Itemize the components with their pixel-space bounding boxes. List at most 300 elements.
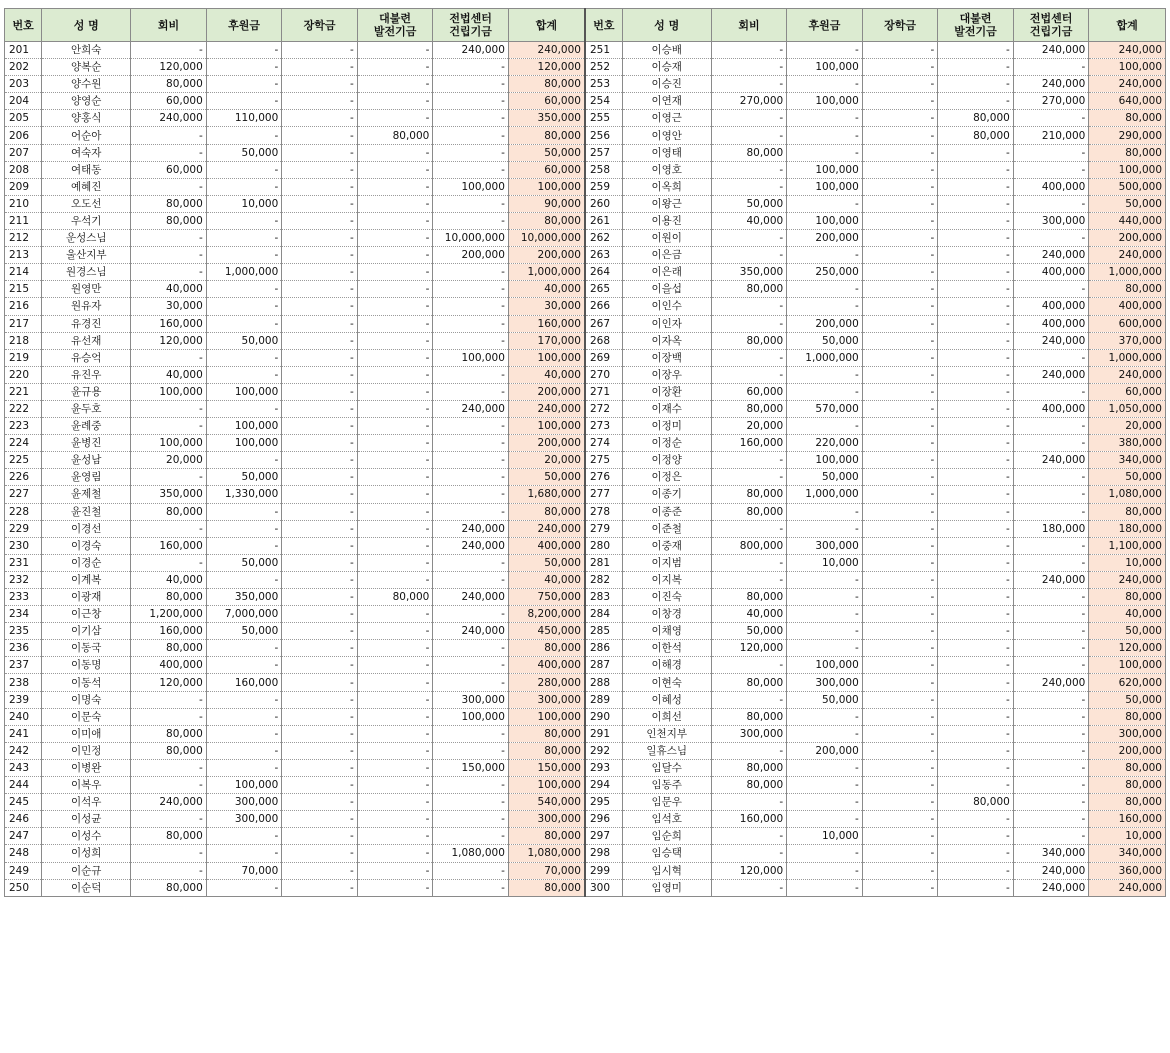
donor-name: 윤병진 [42,435,131,452]
table-row [5,383,1166,400]
dev-fund-cell: - [938,606,1014,623]
donor-name: 임동주 [622,777,711,794]
support-cell: - [787,247,863,264]
row-number: 266 [585,298,622,315]
donor-name: 이현숙 [622,674,711,691]
scholarship-cell: - [282,315,358,332]
support-cell: - [206,127,282,144]
fee-cell: 40,000 [131,281,207,298]
scholarship-cell: - [862,264,938,281]
dev-fund-cell: - [938,281,1014,298]
center-fund-cell: - [433,879,509,896]
donor-name: 원경스님 [42,264,131,281]
total-cell: 200,000 [508,247,585,264]
row-number: 249 [5,862,42,879]
scholarship-cell: - [862,315,938,332]
dev-fund-cell: - [357,486,433,503]
scholarship-cell: - [282,708,358,725]
support-cell: - [206,93,282,110]
dev-fund-cell: - [938,554,1014,571]
total-cell: 200,000 [1089,742,1166,759]
row-number: 282 [585,571,622,588]
scholarship-cell: - [282,845,358,862]
table-row [5,708,1166,725]
donor-name: 양영순 [42,93,131,110]
fee-cell: - [131,520,207,537]
table-row [5,742,1166,759]
center-fund-cell: 240,000 [1013,452,1089,469]
support-cell: - [787,418,863,435]
center-fund-cell: - [433,93,509,110]
center-fund-cell: 340,000 [1013,845,1089,862]
row-number: 285 [585,623,622,640]
scholarship-cell: - [862,520,938,537]
donor-name: 일휴스님 [622,742,711,759]
scholarship-cell: - [862,212,938,229]
fee-cell: - [711,571,787,588]
fee-cell: 20,000 [131,452,207,469]
scholarship-cell: - [282,657,358,674]
total-cell: 1,080,000 [508,845,585,862]
total-cell: 30,000 [508,298,585,315]
fee-cell: - [131,691,207,708]
fee-cell: - [711,657,787,674]
dev-fund-cell: - [938,759,1014,776]
scholarship-cell: - [282,93,358,110]
support-cell: - [206,161,282,178]
total-cell: 290,000 [1089,127,1166,144]
table-row [5,59,1166,76]
scholarship-cell: - [282,623,358,640]
total-cell: 80,000 [508,212,585,229]
scholarship-cell: - [282,674,358,691]
scholarship-cell: - [282,486,358,503]
dev-fund-cell: - [938,59,1014,76]
donor-name: 이한석 [622,640,711,657]
donor-name: 이희선 [622,708,711,725]
row-number: 241 [5,725,42,742]
scholarship-cell: - [862,110,938,127]
scholarship-cell: - [282,503,358,520]
total-cell: 1,100,000 [1089,537,1166,554]
total-cell: 240,000 [508,520,585,537]
center-fund-cell: - [433,828,509,845]
fee-cell: 120,000 [131,332,207,349]
support-cell: 100,000 [787,178,863,195]
scholarship-cell: - [282,811,358,828]
donor-name: 우석기 [42,212,131,229]
donor-name: 이재수 [622,400,711,417]
support-cell: 50,000 [787,332,863,349]
donor-name: 임승택 [622,845,711,862]
center-fund-cell: 240,000 [433,589,509,606]
fee-cell: - [131,42,207,59]
fee-cell: - [711,554,787,571]
table-row [5,520,1166,537]
donor-name: 유선재 [42,332,131,349]
fee-cell: 100,000 [131,383,207,400]
dev-fund-cell: - [938,349,1014,366]
row-number: 217 [5,315,42,332]
center-fund-cell: 240,000 [1013,332,1089,349]
total-cell: 100,000 [508,349,585,366]
row-number: 293 [585,759,622,776]
center-fund-cell: - [1013,349,1089,366]
row-number: 272 [585,400,622,417]
fee-cell: - [711,178,787,195]
fee-cell: 40,000 [131,366,207,383]
row-number: 280 [585,537,622,554]
center-fund-cell: - [433,195,509,212]
donor-name: 운성스님 [42,230,131,247]
center-fund-cell: - [1013,230,1089,247]
total-cell: 1,080,000 [1089,486,1166,503]
center-fund-cell: - [433,332,509,349]
donor-name: 유경진 [42,315,131,332]
donor-name: 유진우 [42,366,131,383]
center-fund-cell: 240,000 [1013,76,1089,93]
dev-fund-cell: - [357,777,433,794]
total-cell: 50,000 [508,144,585,161]
support-cell: 50,000 [787,691,863,708]
dev-fund-cell: - [357,264,433,281]
total-cell: 1,000,000 [1089,264,1166,281]
total-cell: 80,000 [1089,589,1166,606]
row-number: 265 [585,281,622,298]
row-number: 203 [5,76,42,93]
fee-cell: - [131,264,207,281]
donor-name: 이은금 [622,247,711,264]
fee-cell: 120,000 [711,640,787,657]
total-cell: 80,000 [508,640,585,657]
fee-cell: 80,000 [131,640,207,657]
row-number: 238 [5,674,42,691]
center-fund-cell: - [433,554,509,571]
table-row [5,640,1166,657]
fee-cell: 80,000 [131,195,207,212]
row-number: 276 [585,469,622,486]
scholarship-cell: - [862,674,938,691]
row-number: 254 [585,93,622,110]
total-cell: 80,000 [1089,777,1166,794]
fee-header: 회비 [711,9,787,42]
total-cell: 360,000 [1089,862,1166,879]
fee-cell: - [711,59,787,76]
dev-fund-cell: - [938,520,1014,537]
fee-cell: - [131,469,207,486]
fee-cell: - [131,418,207,435]
scholarship-cell: - [862,606,938,623]
total-cell: 400,000 [1089,298,1166,315]
name-header: 성 명 [42,9,131,42]
donor-name: 이순덕 [42,879,131,896]
fee-cell: - [131,144,207,161]
scholarship-cell: - [862,571,938,588]
support-cell: - [787,42,863,59]
donor-name: 이승배 [622,42,711,59]
total-cell: 50,000 [508,554,585,571]
dev-fund-cell: - [357,674,433,691]
scholarship-cell: - [282,777,358,794]
row-number: 228 [5,503,42,520]
fee-cell: - [711,691,787,708]
no-header: 번호 [585,9,622,42]
dev-fund-cell: - [938,452,1014,469]
row-number: 239 [5,691,42,708]
support-cell: 50,000 [206,144,282,161]
fee-cell: 160,000 [131,537,207,554]
donor-name: 이민정 [42,742,131,759]
fee-cell: 350,000 [711,264,787,281]
total-cell: 440,000 [1089,212,1166,229]
row-number: 261 [585,212,622,229]
donor-name: 이근창 [42,606,131,623]
center-fund-cell: - [1013,828,1089,845]
center-fund-cell: - [1013,435,1089,452]
scholarship-cell: - [862,298,938,315]
dev-fund-cell: - [938,845,1014,862]
total-cell: 640,000 [1089,93,1166,110]
row-number: 247 [5,828,42,845]
fee-cell: - [711,742,787,759]
dev-fund-cell: - [357,794,433,811]
support-cell: 300,000 [787,537,863,554]
fee-cell: - [711,879,787,896]
total-cell: 750,000 [508,589,585,606]
row-number: 289 [585,691,622,708]
table-row [5,691,1166,708]
scholarship-cell: - [862,879,938,896]
scholarship-cell: - [862,589,938,606]
scholarship-cell: - [862,127,938,144]
row-number: 252 [585,59,622,76]
donor-name: 이용진 [622,212,711,229]
donor-name: 이은래 [622,264,711,281]
dev-fund-cell: - [357,59,433,76]
support-cell: 300,000 [206,794,282,811]
dev-fund-header: 대불련 발전기금 [938,9,1014,42]
donor-name: 윤제철 [42,486,131,503]
total-cell: 40,000 [508,571,585,588]
support-cell: - [206,281,282,298]
donor-name: 양수원 [42,76,131,93]
row-number: 264 [585,264,622,281]
row-number: 290 [585,708,622,725]
support-cell: 10,000 [787,828,863,845]
row-number: 244 [5,777,42,794]
total-cell: 240,000 [508,42,585,59]
total-cell: 240,000 [1089,76,1166,93]
support-cell: 100,000 [206,383,282,400]
support-cell: 7,000,000 [206,606,282,623]
row-number: 279 [585,520,622,537]
table-row [5,230,1166,247]
donor-name: 이장환 [622,383,711,400]
center-fund-cell: - [1013,606,1089,623]
donor-name: 윤진철 [42,503,131,520]
center-fund-cell: - [433,383,509,400]
total-cell: 240,000 [1089,247,1166,264]
donor-name: 이인자 [622,315,711,332]
table-row [5,349,1166,366]
dev-fund-cell: - [938,571,1014,588]
total-cell: 80,000 [1089,503,1166,520]
donor-name: 이원이 [622,230,711,247]
dev-fund-cell: - [938,247,1014,264]
center-fund-cell: - [1013,503,1089,520]
dev-fund-cell: - [357,366,433,383]
fee-cell: - [711,520,787,537]
center-fund-cell: - [433,127,509,144]
donor-name: 오도선 [42,195,131,212]
row-number: 287 [585,657,622,674]
fee-cell: 160,000 [711,435,787,452]
row-number: 292 [585,742,622,759]
scholarship-cell: - [282,383,358,400]
fee-cell: - [131,708,207,725]
support-cell: 100,000 [787,452,863,469]
donor-name: 이병완 [42,759,131,776]
center-fund-cell: - [1013,281,1089,298]
donor-name: 이정양 [622,452,711,469]
row-number: 204 [5,93,42,110]
donor-name: 이지범 [622,554,711,571]
center-fund-cell: - [433,144,509,161]
row-number: 295 [585,794,622,811]
row-number: 222 [5,400,42,417]
total-cell: 10,000 [1089,554,1166,571]
fee-cell: - [711,349,787,366]
row-number: 255 [585,110,622,127]
support-cell: - [787,879,863,896]
fee-cell: 80,000 [131,725,207,742]
center-fund-cell: - [433,418,509,435]
fee-cell: 80,000 [711,589,787,606]
total-cell: 160,000 [1089,811,1166,828]
dev-fund-cell: - [357,845,433,862]
fee-cell: 80,000 [711,281,787,298]
dev-fund-cell: - [938,674,1014,691]
support-cell: - [206,742,282,759]
dev-fund-cell: - [938,212,1014,229]
dev-fund-cell: - [357,93,433,110]
center-fund-cell: - [1013,537,1089,554]
scholarship-cell: - [282,366,358,383]
fee-cell: - [131,777,207,794]
total-cell: 370,000 [1089,332,1166,349]
dev-fund-cell: - [357,76,433,93]
fee-cell: - [131,230,207,247]
center-fund-cell: 10,000,000 [433,230,509,247]
scholarship-cell: - [282,59,358,76]
total-cell: 100,000 [1089,59,1166,76]
total-cell: 400,000 [508,657,585,674]
total-cell: 80,000 [508,725,585,742]
fee-cell: 160,000 [711,811,787,828]
center-fund-cell: 240,000 [433,42,509,59]
scholarship-cell: - [862,435,938,452]
dev-fund-cell: - [357,418,433,435]
row-number: 270 [585,366,622,383]
total-cell: 200,000 [508,435,585,452]
dev-fund-cell: - [357,708,433,725]
donor-name: 인천지부 [622,725,711,742]
scholarship-cell: - [862,777,938,794]
center-fund-cell: - [1013,195,1089,212]
total-cell: 380,000 [1089,435,1166,452]
support-header: 후원금 [206,9,282,42]
donor-name: 이종준 [622,503,711,520]
dev-fund-cell: - [357,212,433,229]
support-cell: - [206,657,282,674]
center-fund-cell: 400,000 [1013,315,1089,332]
total-cell: 170,000 [508,332,585,349]
support-cell: - [206,828,282,845]
support-cell: - [787,606,863,623]
scholarship-cell: - [282,554,358,571]
scholarship-cell: - [862,708,938,725]
donor-name: 안희숙 [42,42,131,59]
scholarship-cell: - [282,452,358,469]
row-number: 240 [5,708,42,725]
scholarship-cell: - [282,281,358,298]
dev-fund-cell: - [938,161,1014,178]
row-number: 253 [585,76,622,93]
center-fund-cell: - [1013,554,1089,571]
dev-fund-cell: 80,000 [938,110,1014,127]
center-fund-cell: - [1013,759,1089,776]
center-fund-cell: - [1013,161,1089,178]
table-row [5,161,1166,178]
fee-cell: 350,000 [131,486,207,503]
center-fund-cell: - [1013,725,1089,742]
support-cell: - [787,110,863,127]
dev-fund-cell: - [938,589,1014,606]
row-number: 273 [585,418,622,435]
total-cell: 40,000 [508,366,585,383]
center-fund-cell: 300,000 [433,691,509,708]
donor-name: 윤두호 [42,400,131,417]
center-fund-cell: 240,000 [1013,879,1089,896]
row-number: 284 [585,606,622,623]
dev-fund-cell: - [357,554,433,571]
row-number: 250 [5,879,42,896]
dev-fund-cell: - [938,503,1014,520]
scholarship-cell: - [862,486,938,503]
total-cell: 8,200,000 [508,606,585,623]
row-number: 291 [585,725,622,742]
scholarship-cell: - [862,281,938,298]
total-cell: 1,050,000 [1089,400,1166,417]
row-number: 214 [5,264,42,281]
dev-fund-cell: - [357,161,433,178]
total-cell: 40,000 [1089,606,1166,623]
dev-fund-cell: - [938,777,1014,794]
support-cell: - [206,366,282,383]
row-number: 221 [5,383,42,400]
dev-fund-cell: - [357,230,433,247]
support-cell: - [206,349,282,366]
row-number: 227 [5,486,42,503]
center-fund-cell: 300,000 [1013,212,1089,229]
support-cell: - [787,520,863,537]
total-cell: 100,000 [508,418,585,435]
table-row [5,315,1166,332]
scholarship-cell: - [862,349,938,366]
total-cell: 70,000 [508,862,585,879]
support-cell: - [206,845,282,862]
scholarship-cell: - [282,435,358,452]
